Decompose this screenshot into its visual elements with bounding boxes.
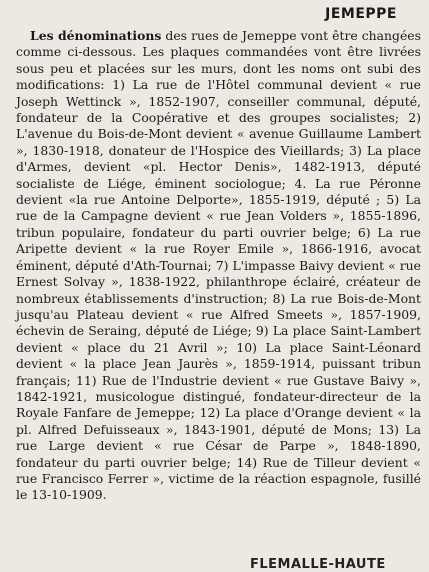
next-section-title: FLEMALLE-HAUTE (250, 557, 386, 572)
article-lead: Les dénominations (30, 28, 162, 43)
article-body (16, 28, 421, 504)
article-text: des rues de Jemeppe vont être changées comme ci-dessous. Les plaques commandées vont être livrées sous peu et placées sur les murs, dont les noms ont subi des modifications: 1) La rue de l'Hôtel communal devient « rue Joseph Wettinck », 1852-1907, conseiller communal, député, fondateur de la Coopérative et des groupes socialistes; 2) L'avenue du Bois-de-Mont devient « avenue Guillaume Lambert », 1830-1918, donateur de l'Hospice des Vieillards; 3) La place d'Armes, devient «pl. Hector Denis», 1482-1913, député socialiste de Liége, éminent sociologue; 4. La rue Péronne devient «la rue Antoine Delporte», 1855-1919, député ; 5) La rue de la Campagne devient « rue Jean Volders », 1855-1896, tribun populaire, fondateur du parti ouvrier belge; 6) La rue Aripette devient « la rue Royer Emile », 1866-1916, avocat éminent, député d'Ath-Tournai; 7) L'impasse Baivy devient « rue Ernest Solvay », 1838-1922, philanthrope éclairé, créateur de nombreux établissements d'instruction; 8) La rue Bois-de-Mont jusqu'au Plateau devient « rue Alfred Smeets », 1857-1909, échevin de Seraing, député de Liége; 9) La place Saint-Lambert devient « place du 21 Avril »; 10) La place Saint-Léonard devient « la place Jean Jaurès », 1859-1914, puissant tribun français; 11) Rue de l'Industrie devient « rue Gustave Baivy », 1842-1921, musicologue distingué, fondateur-directeur de la Royale Fanfare de Jemeppe; 12) La place d'Orange devient « la pl. Alfred Defuisseaux », 1843-1901, député de Mons; 13) La rue Large devient « rue César de Parpe », 1848-1890, fondateur du parti ouvrier belge; 14) Rue de Tilleur devient « rue Francisco Ferrer », victime de la réaction espagnole, fusillé le 13-10-1909. (16, 28, 421, 503)
section-title: JEMEPPE (325, 6, 397, 22)
heading-row (16, 4, 421, 26)
